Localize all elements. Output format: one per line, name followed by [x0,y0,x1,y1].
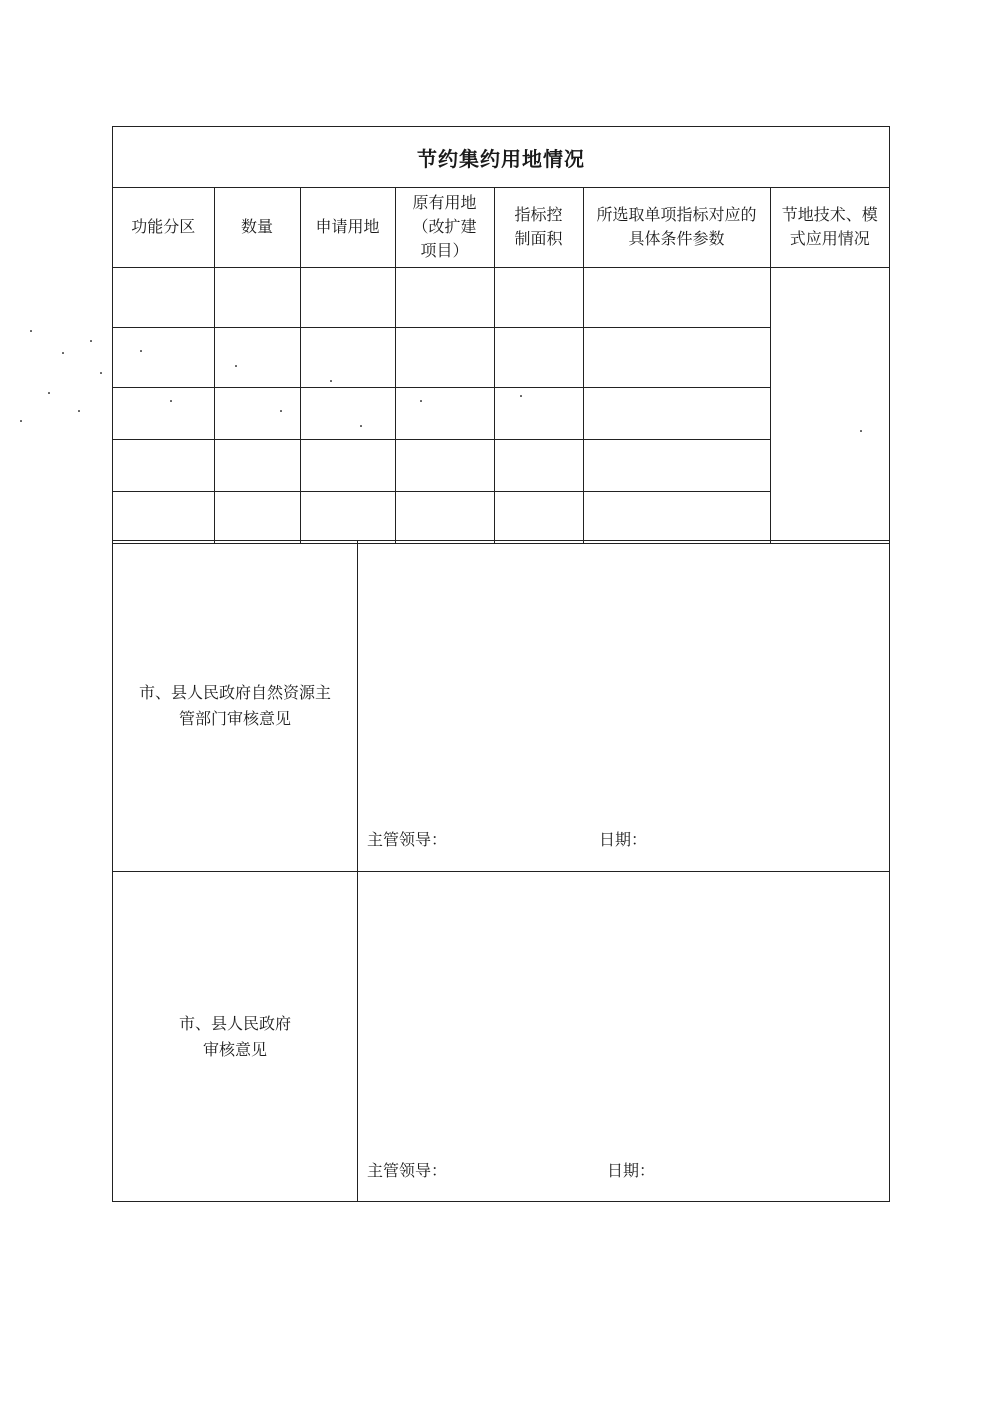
table-cell[interactable] [395,439,494,491]
col-header-existing-land: 原有用地（改扩建项目） [395,187,494,267]
table-cell[interactable] [494,439,583,491]
natural-resources-review-section [113,540,889,871]
table-cell[interactable] [214,491,300,543]
col-header-applied-land: 申请用地 [300,187,395,267]
table-cell[interactable] [113,327,214,387]
table-cell[interactable] [214,327,300,387]
leader-signature-label: 主管领导： [367,830,448,849]
table-cell[interactable] [300,439,395,491]
table-cell[interactable] [494,387,583,439]
table-header-row [113,187,889,267]
table-cell[interactable] [583,439,770,491]
col-header-function-zone: 功能分区 [113,187,214,267]
table-cell[interactable] [300,327,395,387]
col-header-land-saving-tech: 节地技术、模式应用情况 [770,187,889,267]
table-cell[interactable] [300,267,395,327]
government-review-section [113,871,889,1201]
table-cell[interactable] [300,387,395,439]
table-cell[interactable] [113,387,214,439]
table-cell[interactable] [395,267,494,327]
table-cell[interactable] [214,267,300,327]
table-cell[interactable] [214,439,300,491]
date-label: 日期： [607,1161,656,1180]
table-cell[interactable] [494,491,583,543]
table-cell[interactable] [214,387,300,439]
col-header-quantity: 数量 [214,187,300,267]
col-header-control-area: 指标控制面积 [494,187,583,267]
government-review-label: 市、县人民政府 审核意见 [113,872,358,1201]
table-cell[interactable] [395,387,494,439]
table-cell[interactable] [113,439,214,491]
land-use-form [112,126,890,1202]
table-cell[interactable] [300,491,395,543]
table-cell[interactable] [583,327,770,387]
form-title: 节约集约用地情况 [113,127,889,188]
table-cell[interactable] [494,267,583,327]
table-cell[interactable] [113,491,214,543]
table-cell[interactable] [395,327,494,387]
table-cell[interactable] [583,267,770,327]
table-cell[interactable] [494,327,583,387]
leader-signature-label: 主管领导： [367,1161,448,1180]
table-cell[interactable] [583,491,770,543]
table-cell[interactable] [395,491,494,543]
table-cell[interactable] [113,267,214,327]
natural-resources-review-label: 市、县人民政府自然资源主 管部门审核意见 [113,541,358,871]
table-cell[interactable] [583,387,770,439]
land-use-table [113,187,889,544]
date-label: 日期： [599,830,648,849]
land-saving-tech-cell[interactable] [770,267,889,543]
col-header-condition-params: 所选取单项指标对应的具体条件参数 [583,187,770,267]
table-row [113,267,889,327]
